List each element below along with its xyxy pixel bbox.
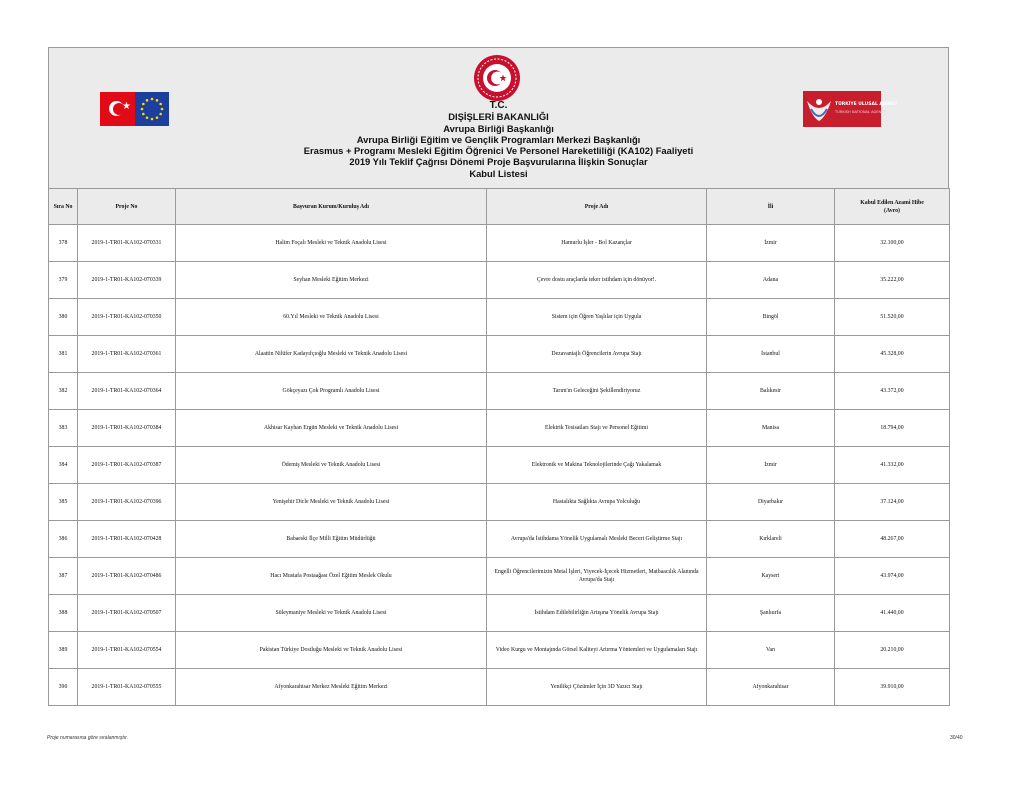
cell-basvuran-kurum: Süleymaniye Mesleki ve Teknik Anadolu Lisesi [176, 595, 487, 632]
agency-name-english: TURKISH NATIONAL AGENCY [835, 110, 886, 114]
cell-sira-no: 383 [49, 410, 78, 447]
cell-hibe: 45.328,00 [835, 336, 950, 373]
cell-proje-no: 2019-1-TR01-KA102-070486 [78, 558, 176, 595]
cell-proje-no: 2019-1-TR01-KA102-070331 [78, 225, 176, 262]
cell-sira-no: 388 [49, 595, 78, 632]
cell-proje-no: 2019-1-TR01-KA102-070554 [78, 632, 176, 669]
table-row [49, 373, 950, 410]
title-line: DIŞİŞLERİ BAKANLIĞI [448, 111, 549, 123]
document-sheet [48, 47, 949, 706]
table-header-row [49, 189, 950, 225]
cell-hibe: 43.372,00 [835, 373, 950, 410]
cell-basvuran-kurum: Halim Foçalı Mesleki ve Teknik Anadolu Lisesi [176, 225, 487, 262]
title-line: Kabul Listesi [469, 167, 528, 179]
cell-sira-no: 378 [49, 225, 78, 262]
table-row [49, 447, 950, 484]
cell-ili: İstanbul [707, 336, 835, 373]
table-row [49, 595, 950, 632]
cell-hibe: 43.974,00 [835, 558, 950, 595]
table-row [49, 262, 950, 299]
table-row [49, 558, 950, 595]
ministry-seal-icon [473, 54, 521, 102]
cell-proje-no: 2019-1-TR01-KA102-070387 [78, 447, 176, 484]
cell-proje-adi: Tarım'ın Geleceğini Şekillendiriyoruz [487, 373, 707, 410]
results-table [48, 188, 950, 706]
cell-sira-no: 381 [49, 336, 78, 373]
cell-ili: Kırklareli [707, 521, 835, 558]
column-header-sira-no: Sıra No [49, 189, 78, 225]
cell-ili: Bingöl [707, 299, 835, 336]
table-row [49, 336, 950, 373]
title-line: Avrupa Birliği Eğitim ve Gençlik Programları Merkezi Başkanlığı [356, 133, 641, 145]
cell-hibe: 48.267,00 [835, 521, 950, 558]
agency-name: TÜRKİYE ULUSAL AJANSI [835, 102, 897, 107]
cell-hibe: 39.910,00 [835, 669, 950, 706]
cell-hibe: 41.440,00 [835, 595, 950, 632]
cell-ili: Kayseri [707, 558, 835, 595]
cell-basvuran-kurum: Yenişehir Dicle Mesleki ve Teknik Anadolu Lisesi [176, 484, 487, 521]
table-row [49, 669, 950, 706]
cell-proje-no: 2019-1-TR01-KA102-070507 [78, 595, 176, 632]
cell-ili: Adana [707, 262, 835, 299]
cell-proje-adi: Engelli Öğrencilerimizin Metal İşleri, Yiyecek-İçecek Hizmetleri, Matbaacılık Alanında Avrupa'da Stajı [487, 558, 707, 595]
cell-hibe: 20.210,00 [835, 632, 950, 669]
cell-proje-no: 2019-1-TR01-KA102-070364 [78, 373, 176, 410]
cell-sira-no: 384 [49, 447, 78, 484]
cell-ili: Şanlıurfa [707, 595, 835, 632]
column-header-hibe: Kabul Edilen Azami Hibe (Avro) [835, 189, 950, 225]
column-header-basvuran-kurum: Başvuran Kurum/Kuruluş Adı [176, 189, 487, 225]
cell-basvuran-kurum: Gökçeyazı Çok Programlı Anadolu Lisesi [176, 373, 487, 410]
cell-hibe: 41.332,00 [835, 447, 950, 484]
cell-basvuran-kurum: 60.Yıl Mesleki ve Teknik Anadolu Lisesi [176, 299, 487, 336]
cell-ili: İzmir [707, 225, 835, 262]
column-header-proje-no: Proje No [78, 189, 176, 225]
cell-proje-adi: Çevre dostu araçlarda teker istihdam için dönüyor!. [487, 262, 707, 299]
cell-sira-no: 379 [49, 262, 78, 299]
cell-sira-no: 389 [49, 632, 78, 669]
cell-sira-no: 390 [49, 669, 78, 706]
cell-proje-adi: Hastalıkta Sağlıkta Avrupa Yolculuğu [487, 484, 707, 521]
title-line: T.C. [489, 100, 508, 111]
table-row [49, 484, 950, 521]
cell-hibe: 35.222,00 [835, 262, 950, 299]
cell-proje-no: 2019-1-TR01-KA102-070361 [78, 336, 176, 373]
cell-proje-no: 2019-1-TR01-KA102-070555 [78, 669, 176, 706]
cell-proje-adi: Elektrik Tesisatları Stajı ve Personel Eğitimi [487, 410, 707, 447]
cell-ili: Manisa [707, 410, 835, 447]
cell-basvuran-kurum: Pakistan Türkiye Dostluğu Mesleki ve Teknik Anadolu Lisesi [176, 632, 487, 669]
cell-proje-adi: Video Kurgu ve Montajında Görsel Kaliteyi Artırma Yöntemleri ve Uygulamaları Stajı [487, 632, 707, 669]
column-header-ili: İli [707, 189, 835, 225]
cell-basvuran-kurum: Akhisar Kayhan Ergün Mesleki ve Teknik Anadolu Lisesi [176, 410, 487, 447]
cell-ili: İzmir [707, 447, 835, 484]
cell-hibe: 51.520,00 [835, 299, 950, 336]
cell-proje-adi: Avrupa'da İstihdama Yönelik Uygulamalı Mesleki Beceri Geliştirme Stajı [487, 521, 707, 558]
cell-sira-no: 382 [49, 373, 78, 410]
cell-proje-adi: Sistem için Öğren Yaşlılar için Uygula [487, 299, 707, 336]
cell-proje-no: 2019-1-TR01-KA102-070384 [78, 410, 176, 447]
cell-basvuran-kurum: Hacı Mustafa Postaağası Özel Eğitim Meslek Okulu [176, 558, 487, 595]
document-title-block [49, 100, 948, 179]
cell-proje-no: 2019-1-TR01-KA102-070396 [78, 484, 176, 521]
cell-sira-no: 387 [49, 558, 78, 595]
cell-sira-no: 385 [49, 484, 78, 521]
cell-ili: Van [707, 632, 835, 669]
table-row [49, 299, 950, 336]
footer-note: Proje numarasına göre sıralanmıştır. [47, 735, 128, 741]
turkish-flag-icon: ★ [100, 92, 135, 126]
page-number: 30/40 [950, 735, 963, 741]
cell-proje-no: 2019-1-TR01-KA102-070428 [78, 521, 176, 558]
table-body [49, 225, 950, 706]
cell-basvuran-kurum: Ödemiş Mesleki ve Teknik Anadolu Lisesi [176, 447, 487, 484]
cell-basvuran-kurum: Alaattin Nilüfer Kadayıfçıoğlu Mesleki ve Teknik Anadolu Lisesi [176, 336, 487, 373]
cell-sira-no: 386 [49, 521, 78, 558]
table-row [49, 410, 950, 447]
cell-proje-adi: İstihdam Edilebilirliğin Artışına Yönelik Avrupa Stajı [487, 595, 707, 632]
cell-sira-no: 380 [49, 299, 78, 336]
cell-proje-no: 2019-1-TR01-KA102-070350 [78, 299, 176, 336]
cell-proje-adi: Elektronik ve Makina Teknolojilerinde Çağı Yakalamak [487, 447, 707, 484]
table-row [49, 521, 950, 558]
cell-basvuran-kurum: Babaeski İlçe Milli Eğitim Müdürlüğü [176, 521, 487, 558]
table-row [49, 225, 950, 262]
document-header [48, 47, 949, 188]
cell-hibe: 18.794,00 [835, 410, 950, 447]
cell-ili: Balıkesir [707, 373, 835, 410]
cell-hibe: 37.124,00 [835, 484, 950, 521]
cell-basvuran-kurum: Seyhan Mesleki Eğitim Merkezi [176, 262, 487, 299]
cell-proje-adi: Hamurlu İşler - Bol Kazançlar [487, 225, 707, 262]
cell-hibe: 32.100,00 [835, 225, 950, 262]
column-header-proje-adi: Proje Adı [487, 189, 707, 225]
cell-proje-adi: Yenilikçi Çözümler İçin 3D Yazıcı Stajı [487, 669, 707, 706]
cell-ili: Afyonkarahisar [707, 669, 835, 706]
cell-basvuran-kurum: Afyonkarahisar Merkez Mesleki Eğitim Merkezi [176, 669, 487, 706]
cell-ili: Diyarbakır [707, 484, 835, 521]
title-line: Erasmus + Programı Mesleki Eğitim Öğrenici Ve Personel Hareketliliği (KA102) Faaliyeti [303, 145, 694, 157]
title-line: Avrupa Birliği Başkanlığı [443, 122, 554, 134]
cell-proje-no: 2019-1-TR01-KA102-070339 [78, 262, 176, 299]
title-line: 2019 Yılı Teklif Çağrısı Dönemi Proje Başvurularına İlişkin Sonuçlar [349, 156, 648, 168]
table-row [49, 632, 950, 669]
cell-proje-adi: Dezavantajlı Öğrencilerin Avrupa Stajı [487, 336, 707, 373]
